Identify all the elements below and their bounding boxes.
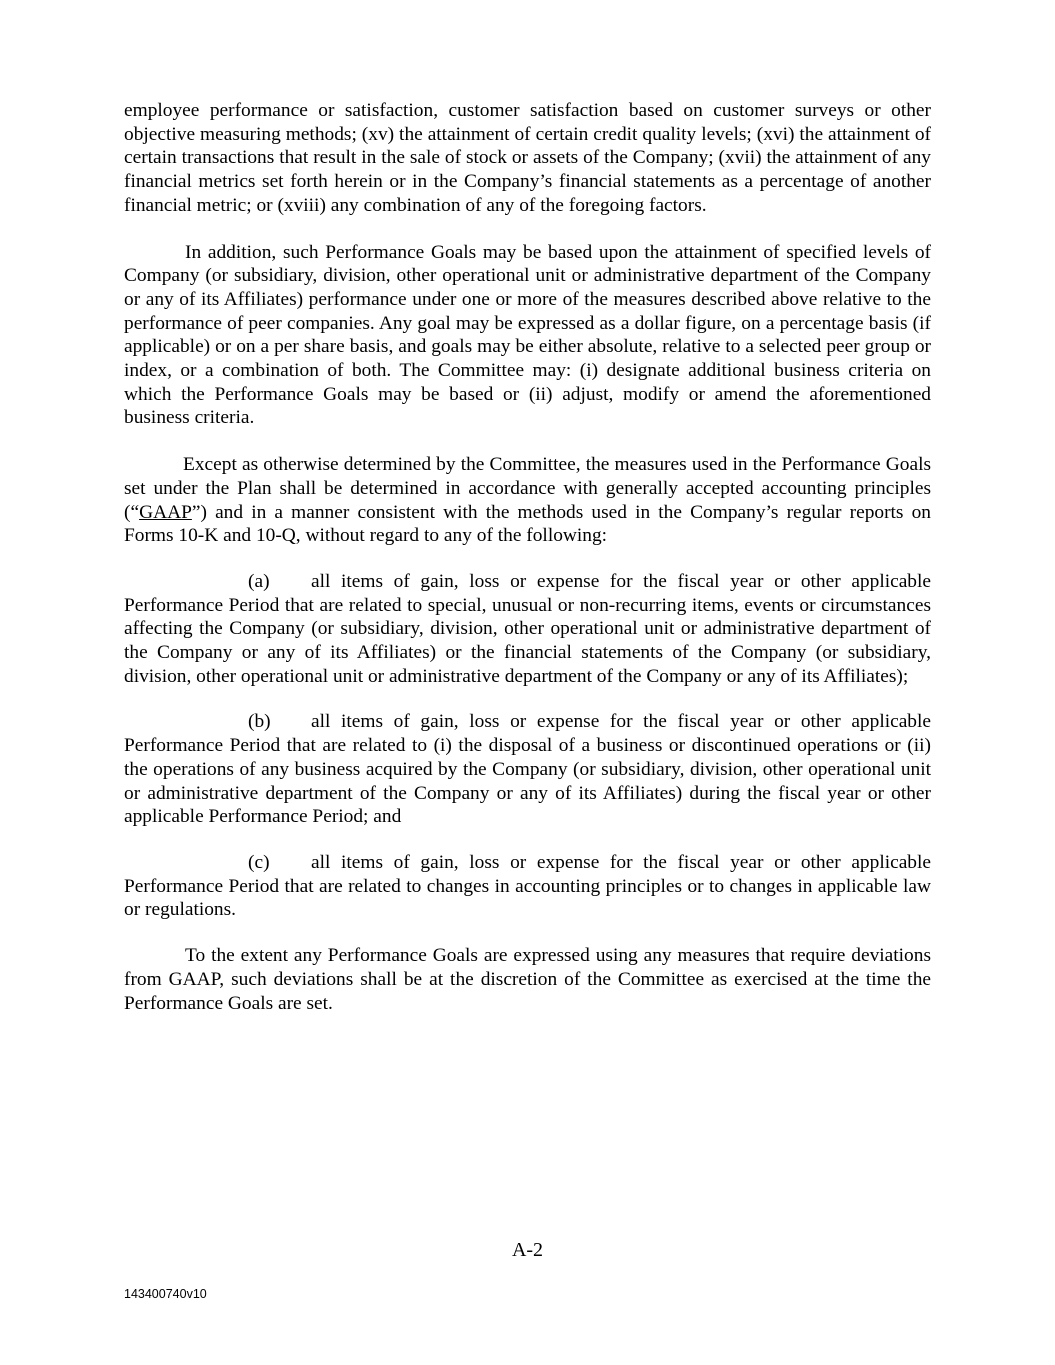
list-item-text: all items of gain, loss or expense for the fiscal year or other applicable Performance Period that are related to (i) the disposal of a business or discontinued operations or (ii) the operations of any business acquired by the Company (or subsidiary, division, other operational unit or administrative department of the Company or any of its Affiliates) during the fiscal year or other applicable Performance Period; and <box>124 711 931 828</box>
page-number: A-2 <box>511 1239 544 1261</box>
document-body <box>124 99 931 1015</box>
list-item-marker: (b) <box>248 711 271 733</box>
gaap-paragraph-text-after: ”) and in a manner consistent with the methods used in the Company’s regular reports on Forms 10-K and 10-Q, without regard to any of the following: <box>124 501 931 547</box>
gaap-defined-term: GAAP <box>139 501 192 523</box>
list-item-marker: (c) <box>248 851 270 873</box>
paragraph-gaap-measures <box>124 453 931 548</box>
document-id-footer: 143400740v10 <box>124 1287 207 1301</box>
list-item-marker: (a) <box>248 570 270 592</box>
list-item-b <box>124 710 931 829</box>
paragraph-gaap-deviations: To the extent any Performance Goals are expressed using any measures that require deviations from GAAP, such deviations shall be at the discretion of the Committee as exercised at the time the Performance Goals are set. <box>124 945 931 1014</box>
gaap-paragraph-text-before: Except as otherwise determined by the Committee, the measures used in the Performance Goals set under the Plan shall be determined in accordance with generally accepted accounting principles (“ <box>124 454 931 523</box>
list-item-text: all items of gain, loss or expense for the fiscal year or other applicable Performance Period that are related to special, unusual or non-recurring items, events or circumstances affecting the Company (or subsidiary, division, other operational unit or administrative department of the Company or any of its Affiliates) or the financial statements of the Company (or subsidiary, division, other operational unit or administrative department of the Company or any of its Affiliates); <box>124 570 931 687</box>
paragraph-peer-comparison: In addition, such Performance Goals may be based upon the attainment of specified levels of Company (or subsidiary, division, other operational unit or administrative department of the Company or any of its Affiliates) performance under one or more of the measures described above relative to the performance of peer companies. Any goal may be expressed as a dollar figure, on a percentage basis (if applicable) or on a per share basis, and goals may be either absolute, relative to a selected peer group or index, or a combination of both. The Committee may: (i) designate additional business criteria on which the Performance Goals may be based or (ii) adjust, modify or amend the aforementioned business criteria. <box>124 241 931 429</box>
list-item-a <box>124 570 931 689</box>
list-item-text: all items of gain, loss or expense for the fiscal year or other applicable Performance Period that are related to changes in accounting principles or to changes in applicable law or regulations. <box>124 851 931 921</box>
list-item-c <box>124 851 931 922</box>
paragraph-performance-criteria-continued: employee performance or satisfaction, customer satisfaction based on customer surveys or other objective measuring methods; (xv) the attainment of certain credit quality levels; (xvi) the attainment of certain transactions that result in the sale of stock or assets of the Company; (xvii) the attainment of any financial metrics set forth herein or in the Company’s financial statements as a percentage of another financial metric; or (xviii) any combination of any of the foregoing factors. <box>124 100 931 216</box>
